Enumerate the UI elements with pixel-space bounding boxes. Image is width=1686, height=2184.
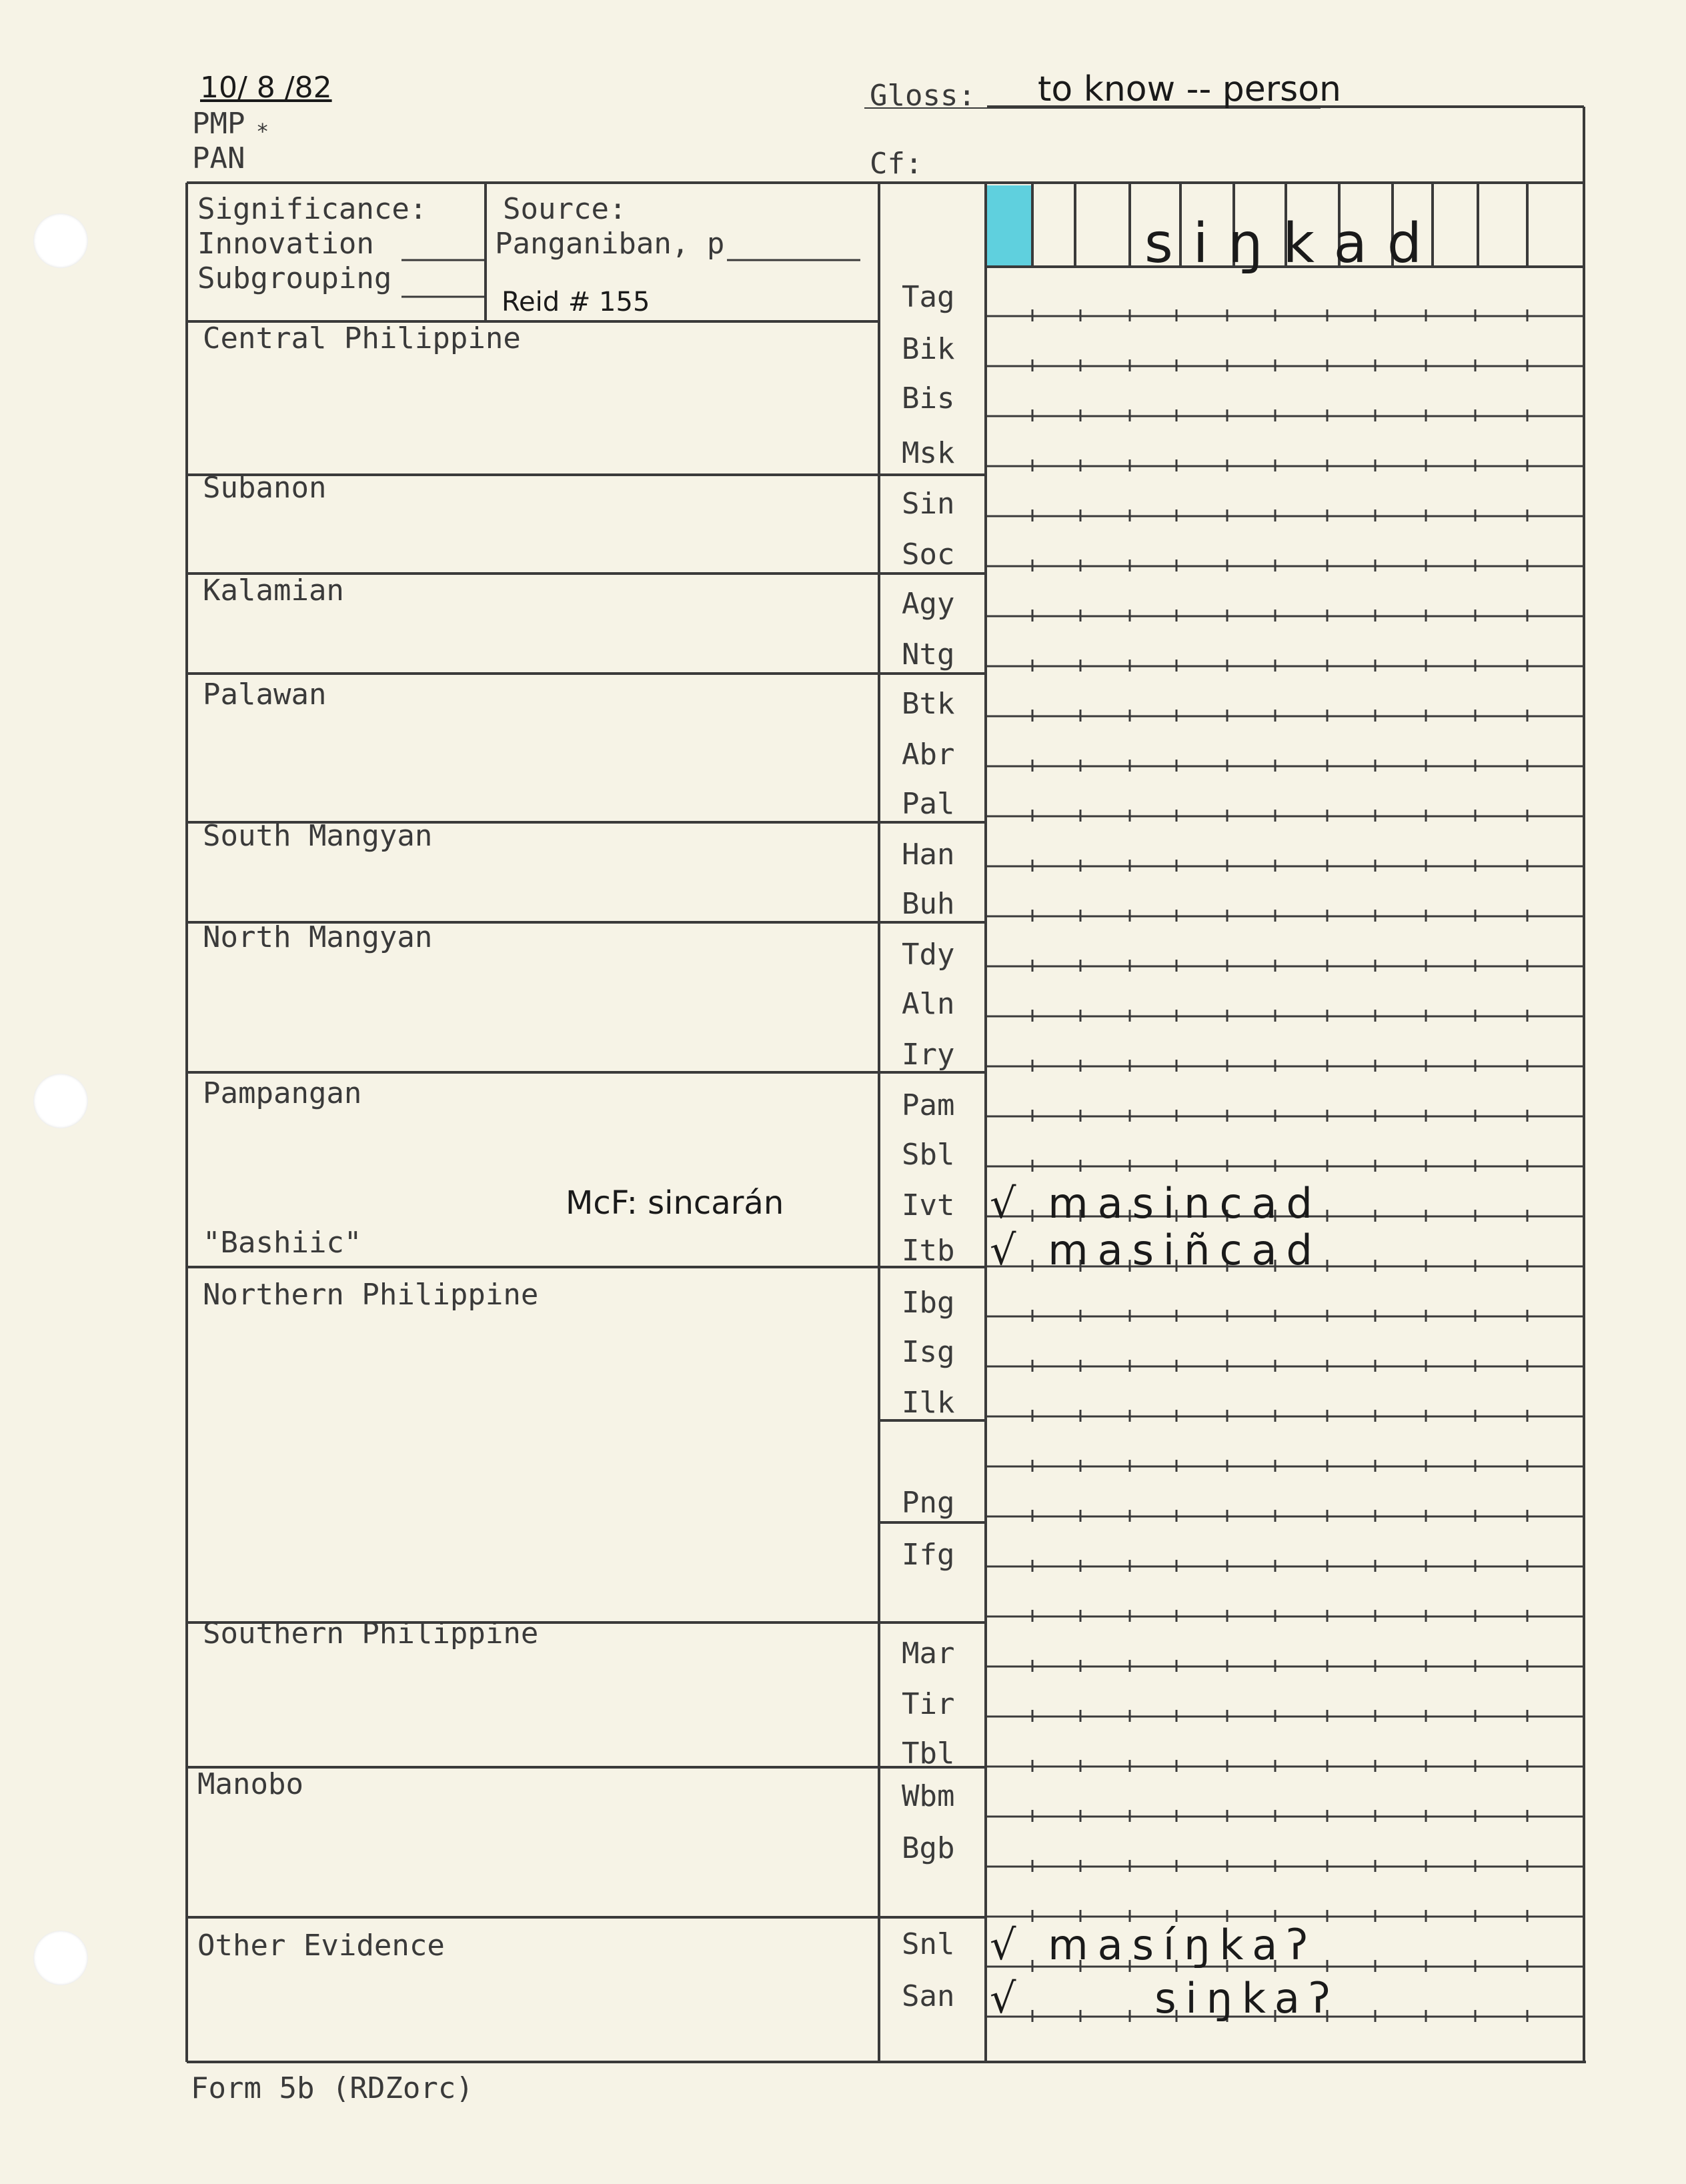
language-tdy: Tdy (902, 938, 955, 972)
language-tbl: Tbl (902, 1737, 955, 1771)
subgrouping-label: Subgrouping (197, 261, 392, 295)
language-bis: Bis (902, 381, 955, 415)
innovation-label: Innovation (197, 227, 374, 261)
group-kalamian: Kalamian (203, 574, 344, 608)
language-soc: Soc (902, 537, 955, 572)
reconstruction-form (1144, 212, 1442, 275)
language-ifg: Ifg (902, 1538, 955, 1572)
language-isg: Isg (902, 1335, 955, 1369)
reid-number: Reid # 155 (502, 287, 650, 317)
pmp-asterisk: * (256, 119, 269, 144)
source-label: Source: (503, 192, 627, 226)
group-central-philippine: Central Philippine (203, 321, 521, 355)
letter: a (1333, 212, 1387, 275)
group-bashiic: "Bashiic" (203, 1226, 362, 1260)
group-southern-philippine: Southern Philippine (203, 1616, 539, 1651)
language-tag: Tag (902, 280, 955, 314)
language-aln: Aln (902, 987, 955, 1021)
pmp-label: PMP (192, 107, 245, 141)
group-other-evidence: Other Evidence (197, 1929, 445, 1963)
language-btk: Btk (902, 687, 955, 721)
entry-form: siŋkaʔ (1154, 1974, 1340, 2023)
letter: ŋ (1228, 212, 1283, 275)
letter: k (1283, 212, 1334, 275)
significance-label: Significance: (197, 192, 428, 226)
group-manobo: Manobo (197, 1767, 303, 1801)
language-iry: Iry (902, 1038, 955, 1072)
entry-san (990, 1974, 1340, 2023)
date-text: 10/ 8 /82 (200, 71, 332, 105)
source-value: Panganiban, p (495, 227, 725, 261)
check-mark: √ (990, 1974, 1026, 2023)
mcf-note: McF: sincarán (566, 1184, 784, 1222)
language-buh: Buh (902, 887, 955, 921)
entry-form: masíŋkaʔ (1048, 1921, 1317, 1969)
language-pal: Pal (902, 787, 955, 821)
group-south-mangyan: South Mangyan (203, 819, 433, 853)
language-sbl: Sbl (902, 1138, 955, 1172)
letter: s (1144, 212, 1193, 275)
language-sin: Sin (902, 487, 955, 521)
language-abr: Abr (902, 738, 955, 772)
language-itb: Itb (902, 1234, 955, 1268)
group-pampangan: Pampangan (203, 1076, 362, 1110)
highlight-cell (987, 185, 1031, 265)
pan-label: PAN (192, 141, 245, 175)
language-ivt: Ivt (902, 1188, 955, 1222)
language-san: San (902, 1979, 955, 2013)
check-mark: √ (990, 1179, 1026, 1228)
group-palawan: Palawan (203, 678, 327, 712)
language-ilk: Ilk (902, 1386, 955, 1420)
language-png: Png (902, 1486, 955, 1520)
entry-form: masiñcad (1048, 1226, 1322, 1274)
language-pam: Pam (902, 1088, 955, 1122)
form-label: Form 5b (RDZorc) (191, 2071, 474, 2105)
check-mark: √ (990, 1921, 1026, 1969)
entry-ivt (990, 1179, 1322, 1228)
language-msk: Msk (902, 436, 955, 470)
group-north-mangyan: North Mangyan (203, 920, 433, 954)
entry-itb (990, 1226, 1322, 1274)
language-wbm: Wbm (902, 1779, 955, 1813)
gloss-label: Gloss: (870, 79, 976, 113)
language-tir: Tir (902, 1687, 955, 1721)
language-snl: Snl (902, 1927, 955, 1961)
check-mark: √ (990, 1226, 1026, 1274)
letter: i (1192, 212, 1228, 275)
group-northern-philippine: Northern Philippine (203, 1278, 539, 1312)
language-mar: Mar (902, 1636, 955, 1671)
language-ntg: Ntg (902, 638, 955, 672)
gloss-value: to know -- person (1038, 69, 1341, 109)
language-ibg: Ibg (902, 1286, 955, 1320)
language-agy: Agy (902, 587, 955, 621)
entry-form: masincad (1048, 1179, 1322, 1228)
language-bgb: Bgb (902, 1831, 955, 1865)
letter: d (1387, 212, 1442, 275)
language-han: Han (902, 838, 955, 872)
language-bik: Bik (902, 332, 955, 366)
cf-label: Cf: (870, 147, 923, 181)
entry-snl (990, 1921, 1317, 1969)
group-subanon: Subanon (203, 471, 327, 505)
